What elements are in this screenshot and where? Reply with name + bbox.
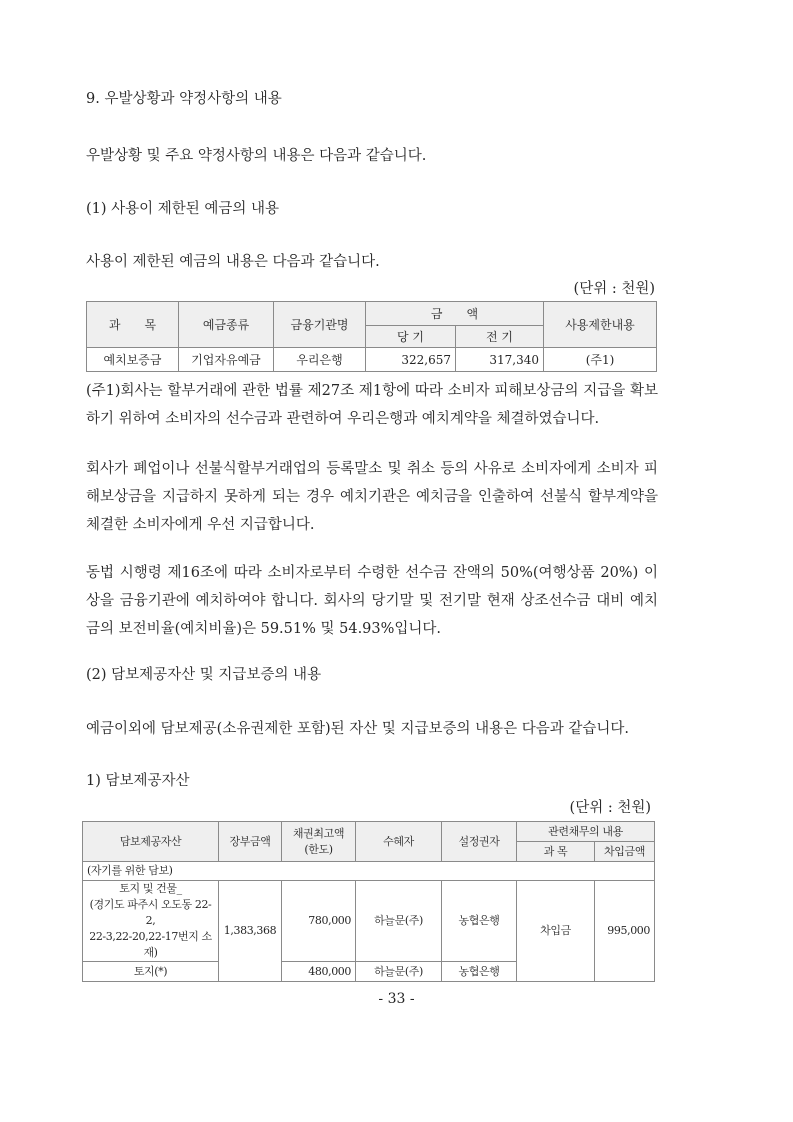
cell-current: 322,657 [366, 348, 456, 372]
cell-max-amount: 780,000 [282, 881, 356, 962]
intro-text: 우발상황 및 주요 약정사항의 내용은 다음과 같습니다. [86, 148, 427, 164]
subsection-2-desc: 예금이외에 담보제공(소유권제한 포함)된 자산 및 지급보증의 내용은 다음과 같습니다. [86, 721, 630, 737]
header-amount: 금 액 [366, 302, 544, 326]
cell-bank: 우리은행 [274, 348, 366, 372]
header-max-amount [282, 822, 356, 862]
header-max-amount-line2: (한도) [304, 842, 333, 856]
unit-label-1: (단위 : 천원) [573, 281, 655, 297]
cell-asset-2: 토지(*) [83, 962, 219, 982]
cell-beneficiary-2: 하늘문(주) [356, 962, 442, 982]
header-collateral-asset: 담보제공자산 [83, 822, 219, 862]
collateral-subtitle: 1) 담보제공자산 [86, 773, 190, 789]
cell-prior: 317,340 [456, 348, 544, 372]
restricted-deposit-table [86, 301, 657, 372]
cell-max-amount-2: 480,000 [282, 962, 356, 982]
note-1-text: (주1)회사는 할부거래에 관한 법률 제27조 제1항에 따라 소비자 피해보상금의 지급을 확보하기 위하여 소비자의 선수금과 관련하여 우리은행과 예치계약을 체결하였습니다. [86, 383, 658, 427]
header-prior-period: 전 기 [456, 326, 544, 348]
cell-deposit-type: 기업자유예금 [179, 348, 274, 372]
header-borrow-amount: 차입금액 [595, 842, 655, 862]
header-deposit-type: 예금종류 [179, 302, 274, 348]
header-current-period: 당 기 [366, 326, 456, 348]
cell-borrow-amount: 995,000 [595, 881, 655, 982]
subsection-2-title: (2) 담보제공자산 및 지급보증의 내용 [86, 667, 322, 683]
cell-asset-line2: (경기도 파주시 오도동 22-2, [89, 898, 212, 927]
cell-restriction: (주1) [544, 348, 657, 372]
cell-subject: 예치보증금 [87, 348, 179, 372]
cell-asset-line3: 22-3,22-20,22-17번지 소재) [89, 930, 212, 959]
cell-holder: 농협은행 [442, 881, 517, 962]
cell-asset-line1: 토지 및 건물_ [119, 882, 182, 895]
unit-label-2: (단위 : 천원) [569, 800, 651, 816]
cell-book-value: 1,383,368 [219, 881, 282, 982]
cell-asset [83, 881, 219, 962]
header-subject: 과 목 [87, 302, 179, 348]
header-beneficiary: 수혜자 [356, 822, 442, 862]
collateral-table [82, 821, 655, 982]
header-max-amount-line1: 채권최고액 [292, 826, 345, 840]
header-holder: 설정권자 [442, 822, 517, 862]
table-row [83, 881, 655, 962]
header-debt-subject: 과 목 [517, 842, 595, 862]
header-book-value: 장부금액 [219, 822, 282, 862]
paragraph-2: 회사가 폐업이나 선불식할부거래업의 등록말소 및 취소 등의 사유로 소비자에게 소비자 피해보상금을 지급하지 못하게 되는 경우 예치기관은 예치금을 인출하여 선불식 할부계약을 체결한 소비자에게 우선 지급합니다. [86, 461, 658, 533]
group-label: (자기를 위한 담보) [83, 862, 655, 881]
cell-debt-subject: 차입금 [517, 881, 595, 982]
header-restriction: 사용제한내용 [544, 302, 657, 348]
subsection-1-title: (1) 사용이 제한된 예금의 내용 [86, 201, 280, 217]
paragraph-3: 동법 시행령 제16조에 따라 소비자로부터 수령한 선수금 잔액의 50%(여행상품 20%) 이상을 금융기관에 예치하여야 합니다. 회사의 당기말 및 전기말 현재 상조선수금 대비 예치금의 보전비율(예치비율)은 59.51% 및 54.93%입니다. [86, 565, 658, 637]
subsection-1-desc: 사용이 제한된 예금의 내용은 다음과 같습니다. [86, 254, 380, 270]
cell-holder-2: 농협은행 [442, 962, 517, 982]
section-title: 9. 우발상황과 약정사항의 내용 [86, 91, 282, 107]
table-row [87, 348, 657, 372]
header-bank-name: 금융기관명 [274, 302, 366, 348]
header-related-debt: 관련채무의 내용 [517, 822, 655, 842]
page-number: - 33 - [378, 991, 415, 1007]
cell-beneficiary: 하늘문(주) [356, 881, 442, 962]
